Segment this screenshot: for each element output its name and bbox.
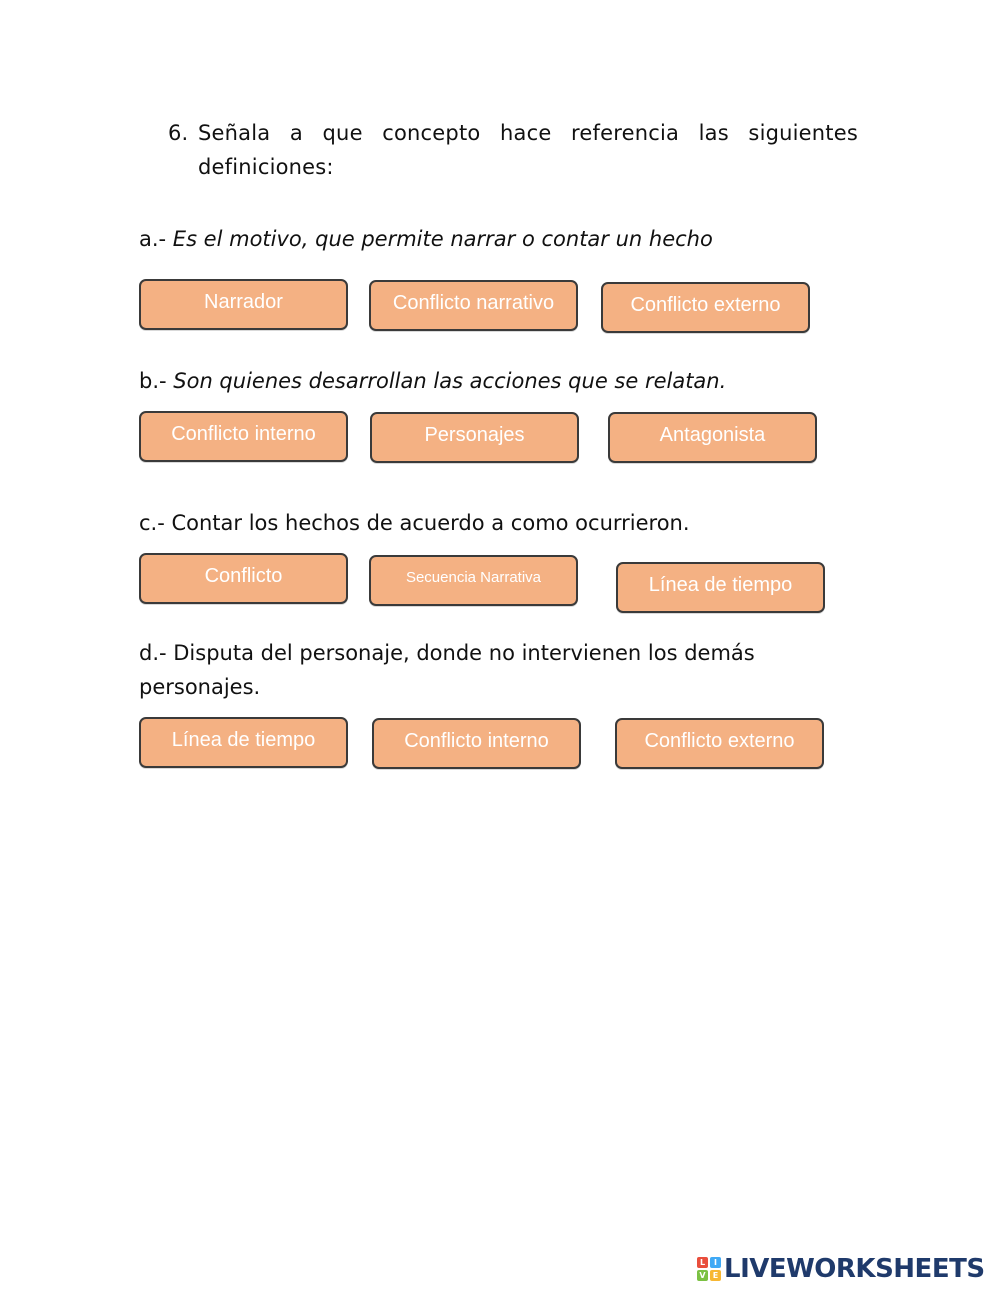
option-b-1[interactable]: Conflicto interno <box>139 411 348 462</box>
exercise-instruction: Señala a que concepto hace referencia las siguientes definiciones: <box>198 121 858 179</box>
question-d-text: Disputa del personaje, donde no intervienen los demás personajes. <box>139 641 755 699</box>
question-b-prefix: b.- <box>139 369 174 393</box>
option-b-3[interactable]: Antagonista <box>608 412 817 463</box>
option-a-2[interactable]: Conflicto narrativo <box>369 280 578 331</box>
question-c <box>139 506 839 540</box>
option-a-1[interactable]: Narrador <box>139 279 348 330</box>
liveworksheets-logo-icon <box>697 1257 721 1281</box>
option-c-2[interactable]: Secuencia Narrativa <box>369 555 578 606</box>
question-c-text: Contar los hechos de acuerdo a como ocurrieron. <box>171 511 690 535</box>
question-d-prefix: d.- <box>139 641 174 665</box>
question-a <box>139 222 839 256</box>
logo-tile: E <box>710 1270 721 1281</box>
question-d <box>139 636 779 704</box>
question-a-prefix: a.- <box>139 227 173 251</box>
option-c-3[interactable]: Línea de tiempo <box>616 562 825 613</box>
option-b-2[interactable]: Personajes <box>370 412 579 463</box>
exercise-number: 6. <box>168 121 189 145</box>
option-a-3[interactable]: Conflicto externo <box>601 282 810 333</box>
logo-tile: V <box>697 1270 708 1281</box>
question-a-text: Es el motivo, que permite narrar o contar un hecho <box>172 227 713 251</box>
option-c-1[interactable]: Conflicto <box>139 553 348 604</box>
logo-tile: L <box>697 1257 708 1268</box>
question-b <box>139 364 839 398</box>
question-b-text: Son quienes desarrollan las acciones que se relatan. <box>173 369 727 393</box>
logo-tile: I <box>710 1257 721 1268</box>
option-d-3[interactable]: Conflicto externo <box>615 718 824 769</box>
exercise-heading <box>168 116 858 184</box>
question-c-prefix: c.- <box>139 511 172 535</box>
brand-name: LIVEWORKSHEETS <box>724 1254 985 1284</box>
liveworksheets-brand <box>697 1254 985 1284</box>
option-d-2[interactable]: Conflicto interno <box>372 718 581 769</box>
option-d-1[interactable]: Línea de tiempo <box>139 717 348 768</box>
